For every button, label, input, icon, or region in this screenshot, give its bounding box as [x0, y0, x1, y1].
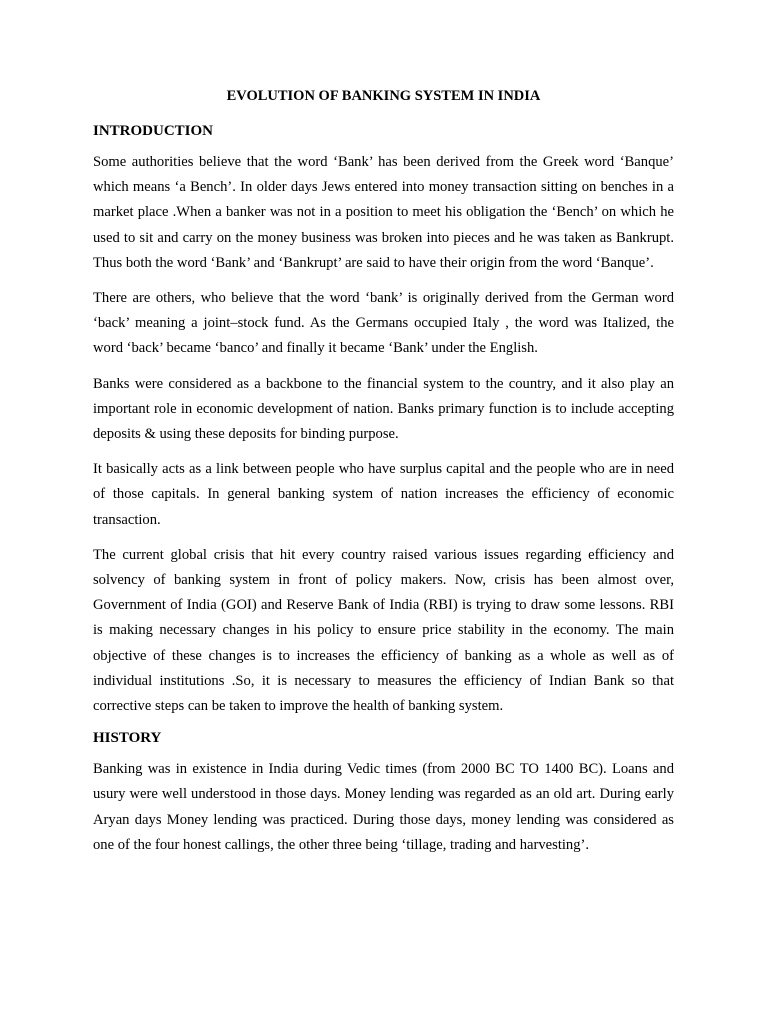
section-heading-history: HISTORY	[93, 730, 162, 747]
document-page	[93, 86, 674, 868]
paragraph: It basically acts as a link between people who have surplus capital and the people who are in need of those capitals. In general banking system of nation increases the efficiency of economic transaction.	[93, 461, 674, 528]
paragraph: Banks were considered as a backbone to the financial system to the country, and it also play an important role in economic development of nation. Banks primary function is to include accepting deposits & using these deposits for binding purpose.	[93, 375, 674, 443]
paragraph: Some authorities believe that the word ‘Bank’ has been derived from the Greek word ‘Banque’ which means ‘a Bench’. In older days Jews entered into money transaction sitting on benches in a market place .When a banker was not in a position to meet his obligation the ‘Bench’ on which he used to sit and carry on the money business was broken into pieces and he was taken as Bankrupt. Thus both the word ‘Bank’ and ‘Bankrupt’ are said to have their origin from the word ‘Banque’.	[93, 154, 674, 271]
document-title: EVOLUTION OF BANKING SYSTEM IN INDIA	[226, 88, 541, 104]
section-heading-introduction: INTRODUCTION	[93, 123, 214, 139]
paragraph: Banking was in existence in India during Vedic times (from 2000 BC TO 1400 BC). Loans and usury were well understood in those days. Money lending was regarded as an old art. During early Aryan days Money lending was practiced. During those days, money lending was considered as one of the four honest callings, the other three being ‘tillage, trading and harvesting’.	[93, 761, 674, 853]
paragraph: The current global crisis that hit every country raised various issues regarding efficiency and solvency of banking system in front of policy makers. Now, crisis has been almost over, Government of India (GOI) and Reserve Bank of India (RBI) is trying to draw some lessons. RBI is making necessary changes in his policy to ensure price stability in the economy. The main objective of these changes is to increases the efficiency of banking as a whole as well as of individual institutions .So, it is necessary to measures the efficiency of Indian Bank so that corrective steps can be taken to improve the health of banking system.	[93, 546, 674, 715]
paragraph: There are others, who believe that the word ‘bank’ is originally derived from the German word ‘back’ meaning a joint–stock fund. As the Germans occupied Italy , the word was Italized, the word ‘back’ became ‘banco’ and finally it became ‘Bank’ under the English.	[93, 290, 674, 357]
